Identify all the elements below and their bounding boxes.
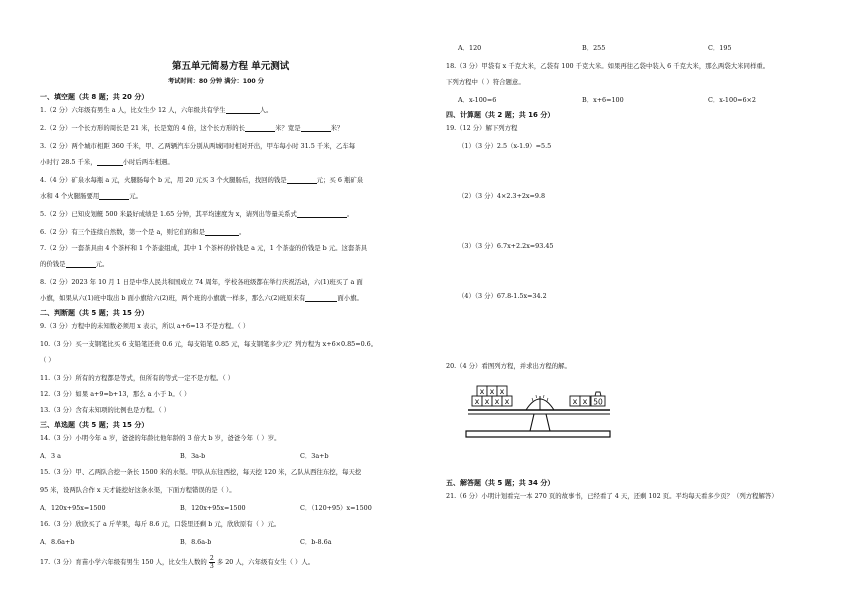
question-2: 2.（2 分）一个长方形的周长是 21 米，长是宽的 4 倍，这个长方形的长 米？宽是 米？ — [40, 124, 344, 132]
question-4: 4.（4 分）矿泉水每瓶 a 元，火腿肠每个 b 元，用 20 元买 3 个火腿肠后，找回的钱是 元；买 6 瓶矿泉 — [40, 176, 364, 184]
section-calculation: 四、计算题（共 2 题；共 16 分） — [446, 111, 555, 119]
question-15-cont: 95 米，设两队合作 x 天才能挖好这条水渠，下面方程错误的是（ ）。 — [40, 486, 236, 494]
section-single-choice: 三、单选题（共 5 题；共 15 分） — [40, 421, 149, 429]
scale-stand — [530, 414, 550, 431]
question-19-part-4: （4）（3 分）67.8-1.5x=34.2 — [458, 292, 547, 300]
question-6: 6.（2 分）有三个连续自然数，第一个是 a，则它们的和是 。 — [40, 228, 246, 236]
answer-blank[interactable] — [66, 260, 96, 268]
option-b[interactable]: B．8.6a-b — [180, 538, 212, 546]
option-c[interactable]: C．b-8.6a — [300, 538, 332, 546]
question-10: 10.（3 分）买一支钢笔比买 6 支铅笔还贵 0.6 元，每支铅笔 0.85 元，每支钢笔多少元？列方程为 x+6×0.85=0.6。 — [40, 340, 378, 348]
question-15: 15.（3 分）甲、乙两队合挖一条长 1500 米的水渠。甲队从东往西挖，每天挖 120 米，乙队从西往东挖，每天挖 — [40, 468, 362, 476]
answer-blank[interactable] — [99, 192, 129, 200]
balance-scale-figure — [460, 374, 620, 440]
scale-base — [466, 431, 610, 437]
question-5: 5.（2 分）已知皮划艇 500 米最好成绩是 1.65 分钟，其平均速度为 x，请列出等量关系式 。 — [40, 210, 354, 218]
question-14: 14.（3 分）小明今年 a 岁，爸爸的年龄比他年龄的 3 倍大 b 岁，爸爸今年（ ）岁。 — [40, 434, 281, 442]
option-c[interactable]: C．x-100=6×2 — [708, 96, 756, 104]
option-a[interactable]: A．3 a — [40, 452, 61, 460]
answer-blank[interactable] — [205, 228, 239, 236]
question-18: 18.（3 分）甲袋有 x 千克大米，乙袋有 100 千克大米。如果再往乙袋中装入 6 千克大米，那么两袋大米同样重。 — [446, 62, 770, 70]
question-8: 8.（2 分）2023 年 10 月 1 日是中华人民共和国成立 74 周年，学校各班级都在举行庆祝活动，六(1)班买了 a 面 — [40, 278, 363, 286]
section-fill-blank: 一、填空题（共 8 题；共 20 分） — [40, 93, 149, 101]
exam-info: 考试时间：80 分钟 满分：100 分 — [168, 78, 265, 85]
question-1: 1.（2 分）六年级有男生 a 人，比女生少 12 人，六年级共有学生 人。 — [40, 106, 273, 114]
question-20: 20.（4 分）看图列方程，并求出方程的解。 — [446, 362, 571, 370]
answer-blank[interactable] — [297, 210, 347, 218]
question-12: 12.（3 分）如果 a+9=b+13，那么 a 小于 b。（ ） — [40, 390, 191, 398]
question-16: 16.（3 分）欣欣买了 a 斤苹果，每斤 8.6 元，口袋里还剩 b 元，欣欣原有（ ）元。 — [40, 520, 281, 528]
question-13: 13.（3 分）含有未知项的比例也是方程。（ ） — [40, 406, 171, 414]
option-a[interactable]: A．x-100=6 — [458, 96, 497, 104]
question-17: 17.（3 分）育苗小学六年级有男生 150 人，比女生人数的 $\frac{2}{3}$ 多 20 人，六年级有女生（ ）人。 — [40, 553, 315, 570]
question-19-part-1: （1）（3 分）2.5（x-1.9）=5.5 — [458, 142, 552, 150]
option-a[interactable]: A．8.6a+b — [40, 538, 75, 546]
box-label: x — [572, 397, 578, 406]
page-title: 第五单元简易方程 单元测试 — [172, 61, 290, 72]
fraction: $\frac{2}{3}$ — [209, 553, 214, 570]
answer-blank[interactable] — [97, 158, 123, 166]
question-18-cont: 下列方程中（ ）符合题意。 — [446, 78, 525, 86]
answer-blank[interactable] — [245, 124, 275, 132]
question-19-part-3: （3）（3 分）6.7x+2.2x=93.45 — [458, 242, 554, 250]
option-c[interactable]: C．195 — [708, 44, 732, 52]
option-a[interactable]: A．120x+95x=1500 — [40, 504, 106, 512]
question-3: 3.（2 分）两个城市相距 360 千米，甲、乙两辆汽车分别从两城同时相对开出，甲车每小时 31.5 千米，乙车每 — [40, 142, 356, 150]
question-19-part-2: （2）（3 分）4×2.3+2x=9.8 — [458, 192, 546, 200]
box-label: x — [489, 387, 495, 396]
question-7-cont: 的价钱是 元。 — [40, 260, 109, 268]
option-c[interactable]: C．3a+b — [300, 452, 329, 460]
box-label: x — [484, 397, 490, 406]
question-21: 21.（6 分）小明计划看完一本 270 页的故事书，已经看了 4 天，还剩 102 页。平均每天看多少页？（列方程解答） — [446, 492, 778, 500]
box-label: x — [474, 397, 480, 406]
option-b[interactable]: B．x+6=100 — [582, 96, 624, 104]
question-10-cont: （ ） — [40, 356, 55, 364]
question-11: 11.（3 分）所有的方程都是等式，但所有的等式一定不是方程。（ ） — [40, 374, 235, 382]
section-word-problems: 五、解答题（共 5 题；共 34 分） — [446, 479, 555, 487]
box-label: x — [504, 397, 510, 406]
option-c[interactable]: C．（120+95）x=1500 — [300, 504, 372, 512]
question-8-cont: 小旗，如果从六(1)班中取出 b 面小旗给六(2)班，两个班的小旗就一样多，那么六(2)班原来有 面小旗。 — [40, 294, 363, 302]
weight-label: 50 — [593, 397, 603, 407]
section-true-false: 二、判断题（共 5 题；共 15 分） — [40, 309, 149, 317]
option-b[interactable]: B．120x+95x=1500 — [180, 504, 246, 512]
box-label: x — [582, 397, 588, 406]
option-a[interactable]: A．120 — [458, 44, 482, 52]
answer-blank[interactable] — [287, 176, 317, 184]
box-label: x — [499, 387, 505, 396]
box-label: x — [494, 397, 500, 406]
question-3-cont: 小时行 28.5 千米， 小时后两车相遇。 — [40, 158, 174, 166]
question-19: 19.（12 分）解下列方程 — [446, 124, 518, 132]
answer-blank[interactable] — [305, 294, 337, 302]
option-b[interactable]: B．3a-b — [180, 452, 206, 460]
question-4-cont: 水和 4 个火腿肠要用 元。 — [40, 192, 143, 200]
box-label: x — [479, 387, 485, 396]
answer-blank[interactable] — [226, 106, 260, 114]
answer-blank[interactable] — [301, 124, 331, 132]
question-9: 9.（3 分）方程中的未知数必须用 x 表示，所以 a+6=13 不是方程。（ ） — [40, 322, 250, 330]
option-b[interactable]: B．255 — [582, 44, 606, 52]
question-7: 7.（2 分）一套茶具由 4 个茶杯和 1 个茶壶组成，其中 1 个茶杯的价钱是 a 元，1 个茶壶的价钱是 b 元。这套茶具 — [40, 244, 368, 252]
